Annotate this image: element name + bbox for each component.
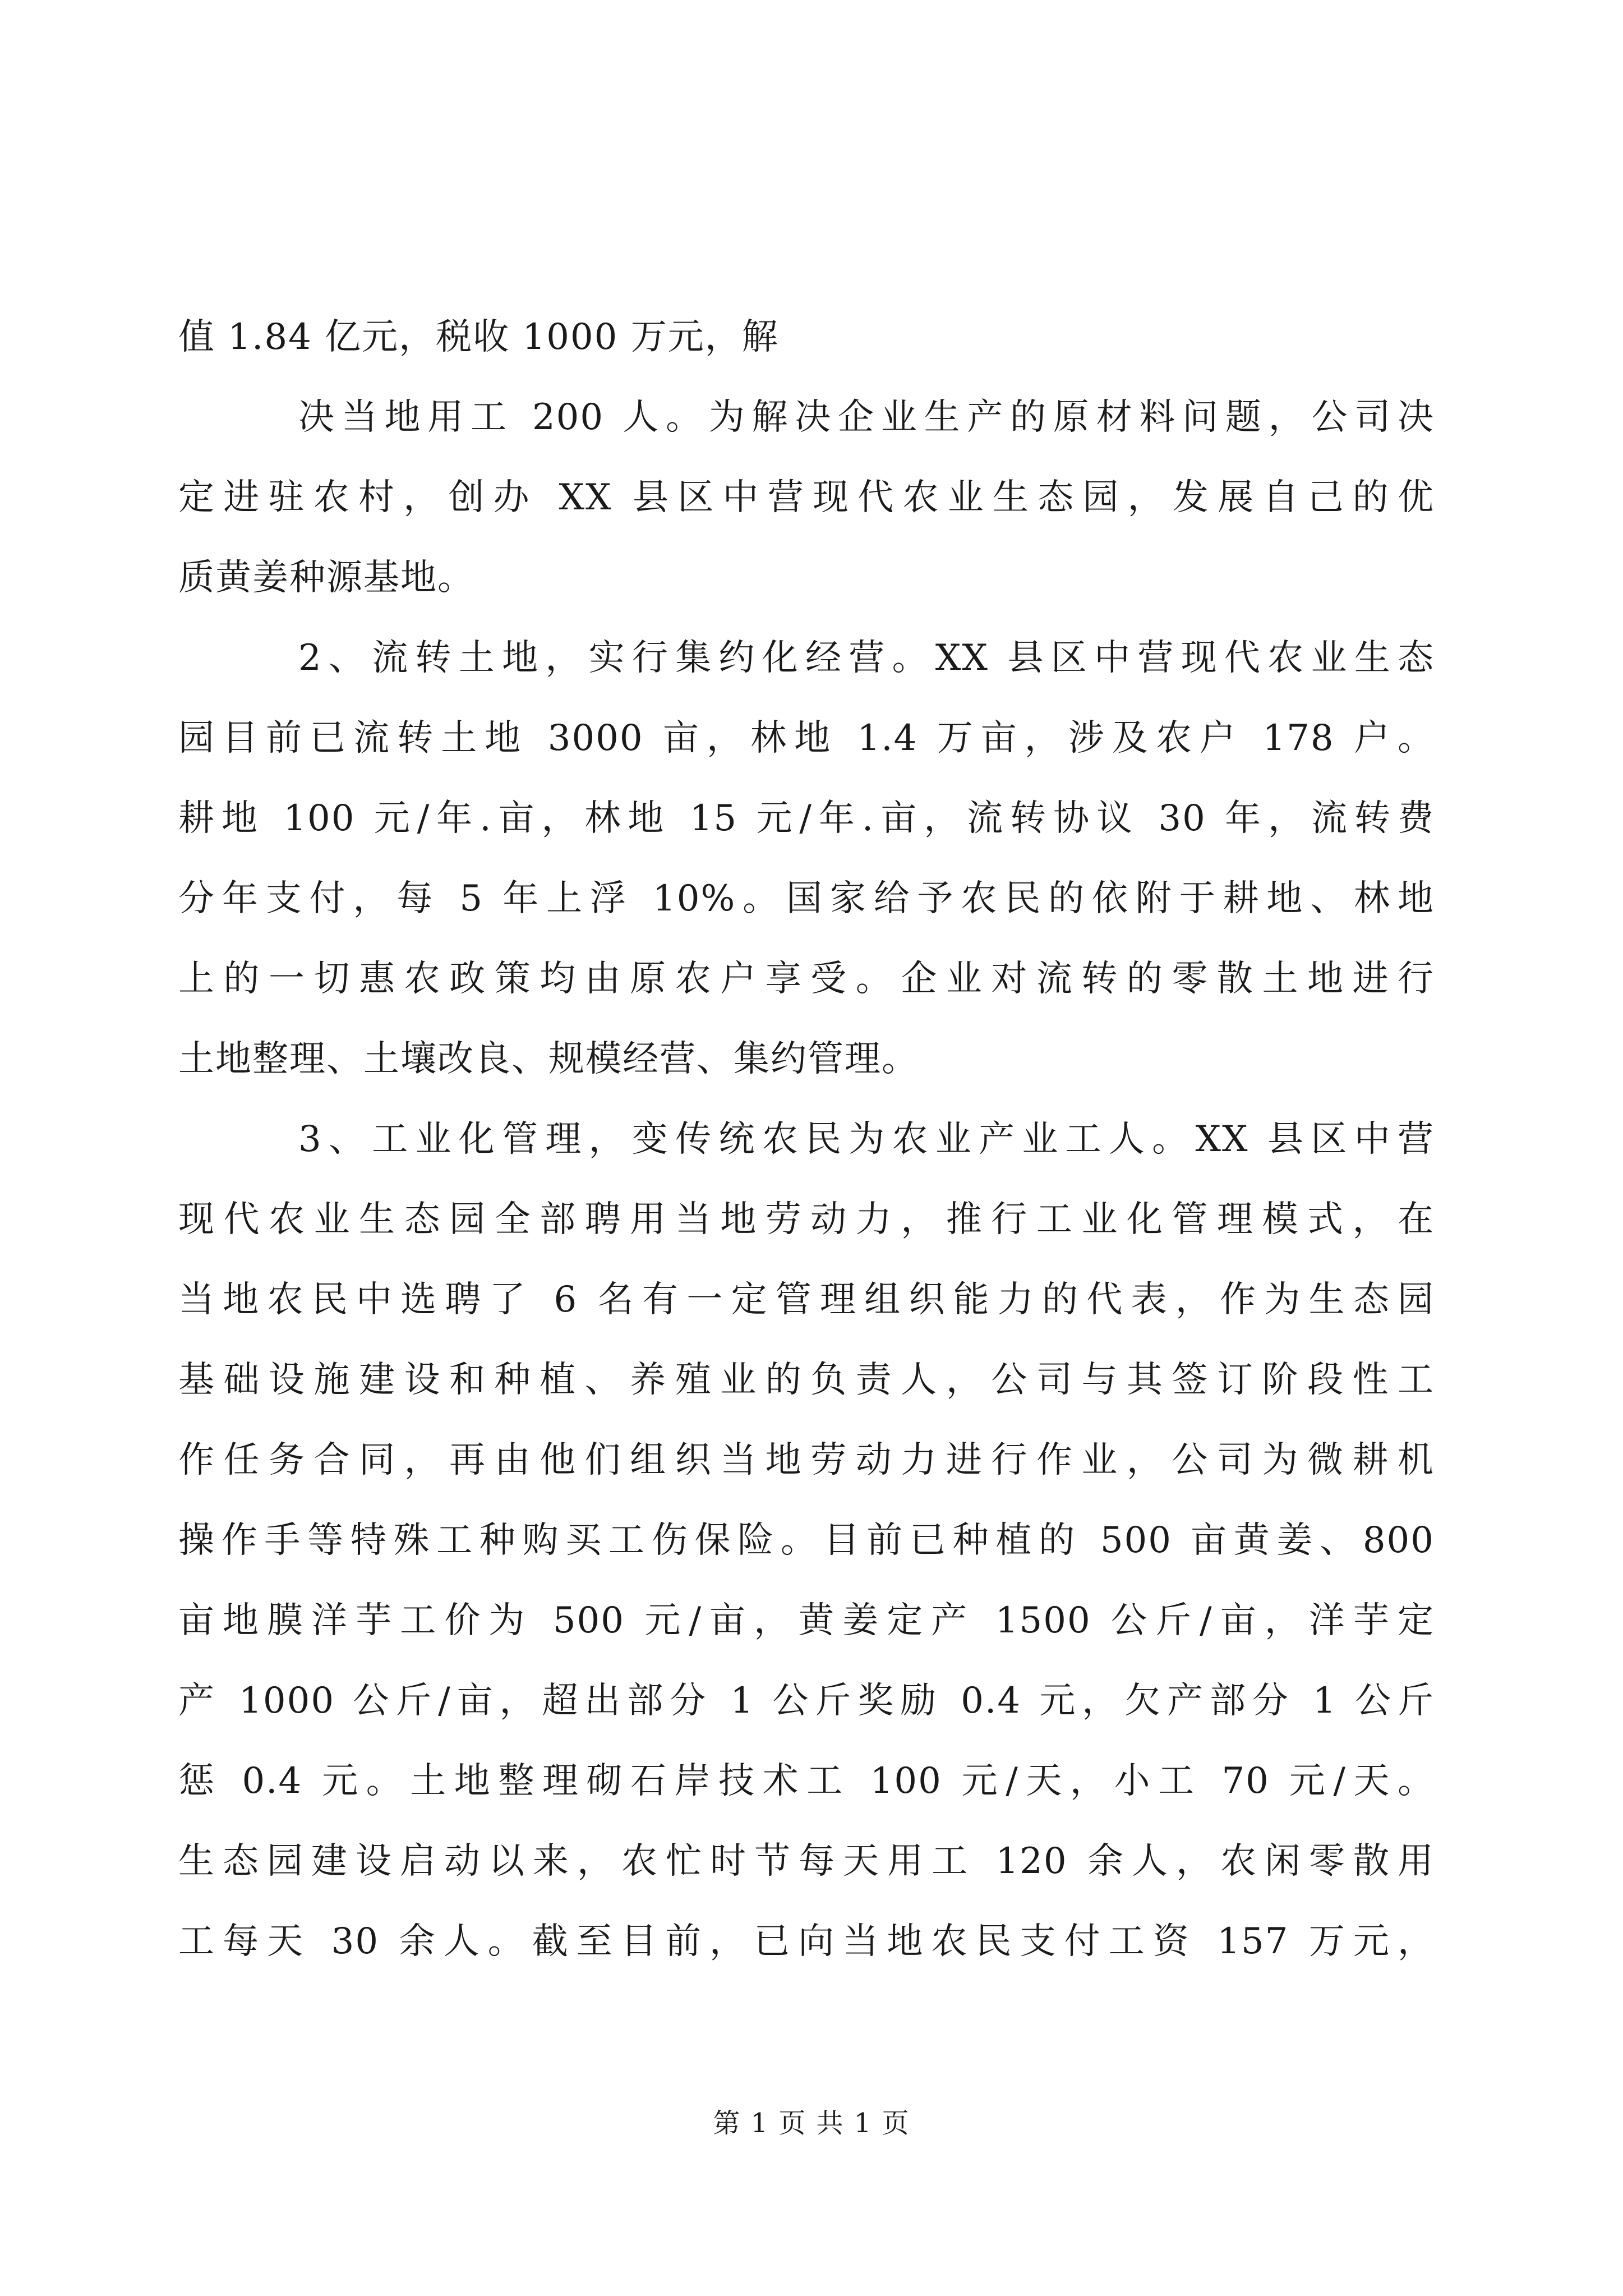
- text-line: 定进驻农村，创办 XX 县区中营现代农业生态园，发展自己的优: [178, 477, 1435, 518]
- text-line: 基础设施建设和种植、养殖业的负责人，公司与其签订阶段性工: [178, 1359, 1435, 1401]
- text-line: 生态园建设启动以来，农忙时节每天用工 120 余人，农闲零散用: [178, 1841, 1435, 1882]
- text-line: 当地农民中选聘了 6 名有一定管理组织能力的代表，作为生态园: [178, 1279, 1435, 1320]
- text-line: 作任务合同，再由他们组织当地劳动力进行作业，公司为微耕机: [178, 1439, 1435, 1481]
- text-line: 3、工业化管理，变传统农民为农业产业工人。XX 县区中营: [298, 1119, 1435, 1160]
- text-line: 分年支付，每 5 年上浮 10%。国家给予农民的依附于耕地、林地: [178, 878, 1435, 919]
- text-line: 产 1000 公斤/亩，超出部分 1 公斤奖励 0.4 元，欠产部分 1 公斤: [178, 1680, 1435, 1722]
- text-line: 上的一切惠农政策均由原农户享受。企业对流转的零散土地进行: [178, 958, 1435, 1000]
- text-line: 2、流转土地，实行集约化经营。XX 县区中营现代农业生态: [298, 637, 1435, 679]
- text-line: 惩 0.4 元。土地整理砌石岸技术工 100 元/天，小工 70 元/天。: [178, 1760, 1435, 1802]
- text-line: 质黄姜种源基地。: [178, 557, 474, 599]
- text-line: 操作手等特殊工种购买工伤保险。目前已种植的 500 亩黄姜、800: [178, 1520, 1435, 1561]
- text-line: 亩地膜洋芋工价为 500 元/亩，黄姜定产 1500 公斤/亩，洋芋定: [178, 1600, 1435, 1641]
- text-line: 土地整理、土壤改良、规模经营、集约管理。: [178, 1038, 919, 1080]
- page-footer: 第 1 页 共 1 页: [713, 2108, 910, 2139]
- text-line: 值 1.84 亿元，税收 1000 万元，解: [178, 316, 779, 358]
- text-line: 决当地用工 200 人。为解决企业生产的原材料问题，公司决: [298, 397, 1435, 438]
- text-line: 园目前已流转土地 3000 亩，林地 1.4 万亩，涉及农户 178 户。: [178, 717, 1435, 759]
- text-line: 耕地 100 元/年.亩，林地 15 元/年.亩，流转协议 30 年，流转费: [178, 798, 1435, 839]
- document-body: [178, 297, 1435, 1982]
- text-line: 现代农业生态园全部聘用当地劳动力，推行工业化管理模式，在: [178, 1199, 1435, 1240]
- text-line: 工每天 30 余人。截至目前，已向当地农民支付工资 157 万元，: [178, 1921, 1435, 1962]
